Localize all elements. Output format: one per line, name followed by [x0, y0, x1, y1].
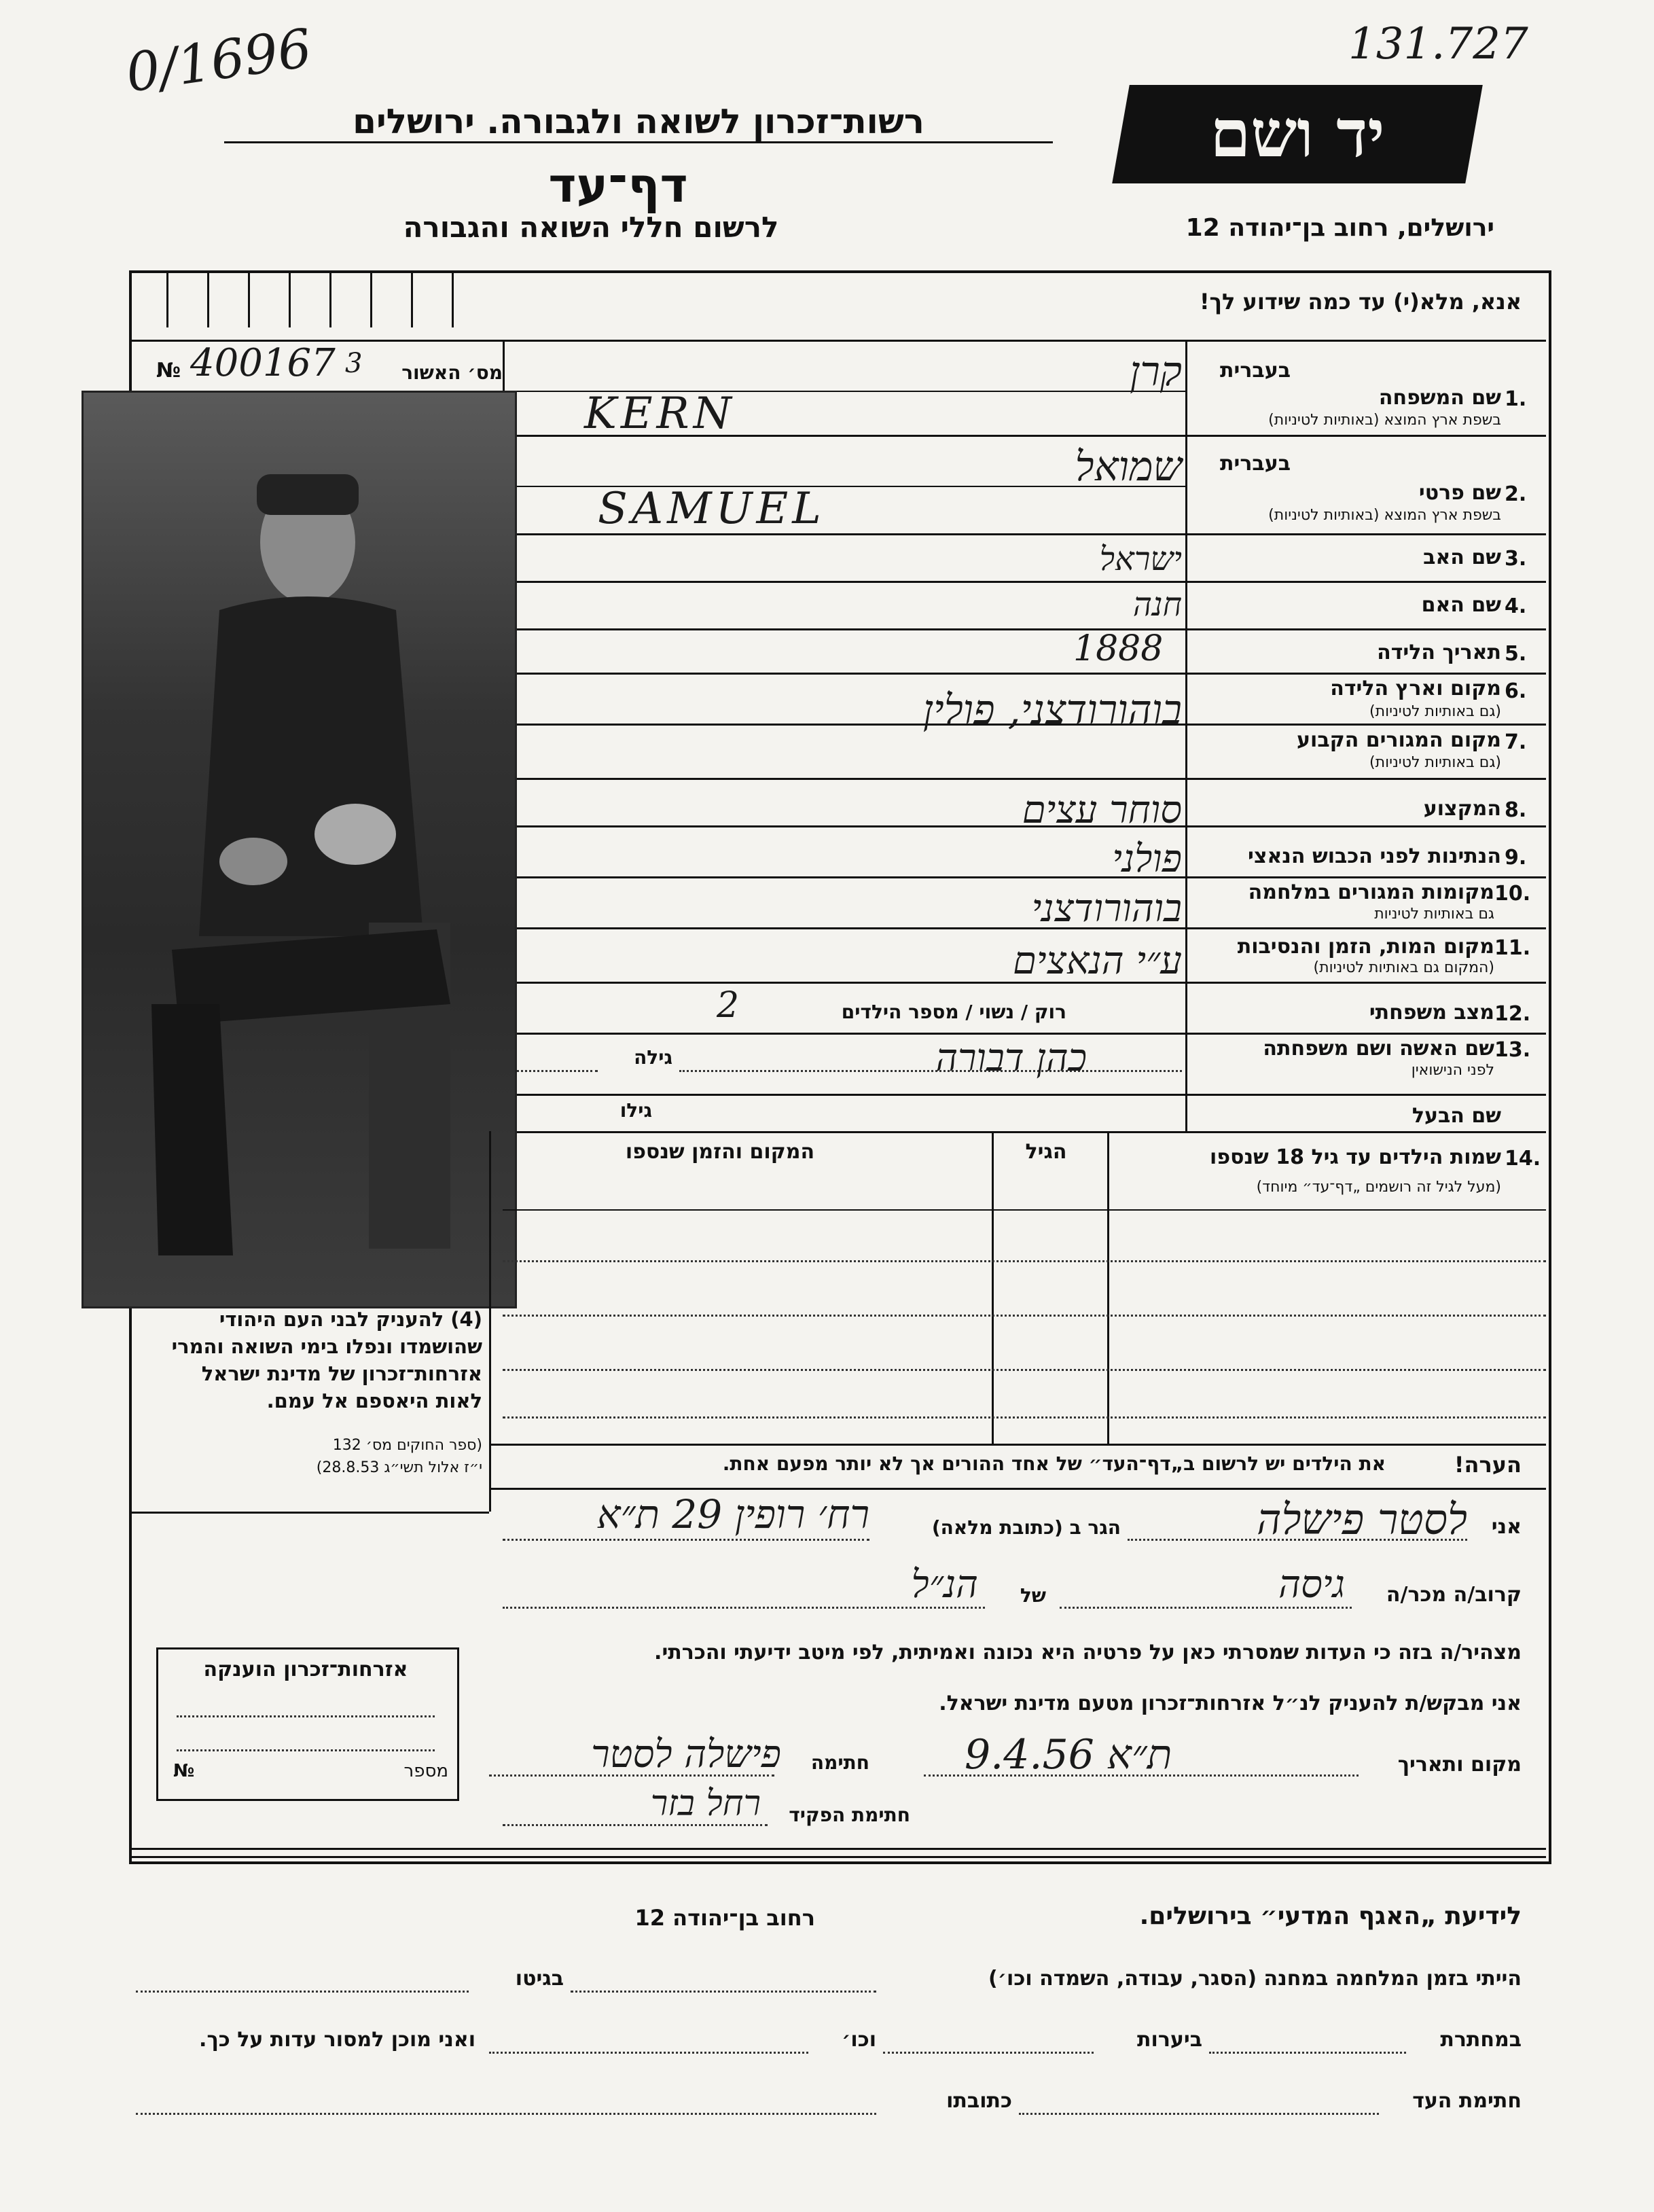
citizenship-no-label: מספר — [403, 1761, 448, 1781]
husband-age-label: גילו — [619, 1099, 652, 1122]
children-place-col: המקום והזמן שנספו — [625, 1140, 815, 1164]
footer-line2-etc: וכו׳ — [842, 2028, 876, 2052]
field-4-num: 4. — [1505, 594, 1527, 618]
yad-vashem-logo-text: יד ושם — [1210, 95, 1385, 172]
portrait-photo — [82, 391, 517, 1308]
field-11-num: 11. — [1494, 936, 1531, 960]
children-label: שמות הילדים עד גיל 18 שנספו — [1210, 1145, 1501, 1169]
official-value: רחל בזר — [650, 1783, 761, 1824]
field-10-num: 10. — [1494, 882, 1531, 906]
field-2-value-he: שמואל — [1075, 443, 1182, 490]
field-10-value: בוהורודצני — [1031, 887, 1182, 931]
footer-title: לידיעת „האגף המדעי״ בירושלים. — [1139, 1902, 1522, 1930]
form-title: דף־עד — [548, 158, 688, 213]
note-text: את הילדים יש לרשום ב„דף־העד״ של אחד ההורים אך לא יותר מפעם אחת. — [722, 1452, 1386, 1475]
children-age-col: הגיל — [1025, 1140, 1067, 1164]
field-5-value: 1888 — [1073, 628, 1164, 669]
footer-line1-ghetto: בגיטו — [515, 1967, 564, 1991]
field-1-num: 1. — [1505, 387, 1527, 411]
field-2-sub: בשפת ארץ המוצא (באותיות לטיניות) — [1268, 507, 1501, 524]
footer-line2-underground: במחתרת — [1440, 2028, 1522, 2052]
field-2-label: שם פרטי — [1418, 481, 1501, 505]
field-1-value-he: קרן — [1130, 348, 1182, 395]
field-11-value: ע״י הנאצים — [1012, 939, 1182, 983]
field-9-num: 9. — [1505, 846, 1527, 870]
marital-options: רוק / נשוי / מספר הילדים — [841, 1001, 1066, 1023]
law-text-3: אזרחות־זכרון של מדינת ישראל — [201, 1362, 482, 1385]
field-4-value: חנה — [1132, 586, 1182, 624]
law-text-4: לאות היאספם אל עמם. — [266, 1389, 482, 1412]
citizenship-box-title: אזרחות־זכרון הוענקה — [203, 1658, 408, 1681]
field-8-num: 8. — [1505, 798, 1527, 822]
field-4-label: שם האם — [1421, 593, 1501, 617]
field-11-label: מקום המות, הזמן והנסיבות — [1237, 935, 1494, 959]
place-date-label: מקום ותאריך — [1397, 1753, 1522, 1777]
approval-no-sign: № — [156, 359, 181, 382]
footer-signature: חתימת העד — [1412, 2089, 1522, 2113]
place-date-value: ת״א 9.4.56 — [965, 1731, 1172, 1779]
field-7-num: 7. — [1505, 730, 1527, 754]
field-12-num: 12. — [1494, 1002, 1531, 1026]
request-text: אני מבקש/ת להעניק לנ״ל אזרחות־זכרון מטעם מדינת ישראל. — [939, 1692, 1522, 1715]
field-6-sub: (גם באותיות לטיניות) — [1369, 703, 1501, 720]
footer-address: רחוב בן־יהודה 12 — [634, 1905, 815, 1931]
field-5-label: תאריך הלידה — [1377, 641, 1501, 664]
authority-name: רשות־זכרון לשואה ולגבורה. ירושלים — [353, 102, 924, 141]
husband-label: שם הבעל — [1412, 1104, 1501, 1128]
field-3-label: שם האב — [1423, 546, 1501, 569]
residing-label: הגר ב (כתובת מלאה) — [931, 1516, 1121, 1539]
field-13-num: 13. — [1494, 1038, 1531, 1062]
field-10-label: מקומות המגורים במלחמה — [1248, 880, 1494, 904]
field-9-label: הנתינות לפני הכבוש הנאצי — [1248, 844, 1501, 868]
field-12-value: 2 — [717, 985, 740, 1026]
field-7-sub: (גם באותיות לטיניות) — [1369, 754, 1501, 771]
field-5-num: 5. — [1505, 642, 1527, 666]
field-6-num: 6. — [1505, 679, 1527, 703]
footer-line2-ready: ואני מוכן למסור עדות על כך. — [199, 2028, 475, 2052]
field-6-value: בוהורודצני, פולין — [922, 686, 1182, 734]
wife-age-label: גילה — [634, 1046, 672, 1069]
field-12-label: מצב משפחתי — [1369, 1001, 1494, 1024]
children-sub: (מעל לגיל זה רושמים „דף־עד״ מיוחד) — [1256, 1179, 1501, 1196]
field-1-value-latin: KERN — [584, 389, 736, 439]
of-value: הנ״ל — [911, 1563, 978, 1607]
children-num: 14. — [1505, 1147, 1541, 1171]
in-hebrew-2: בעברית — [1220, 452, 1291, 476]
law-text-1: (4) להעניק לבני העם היהודי — [219, 1308, 482, 1331]
official-label: חתימת הפקיד — [789, 1804, 910, 1826]
field-3-num: 3. — [1505, 547, 1527, 571]
approval-suffix: 3 — [345, 348, 363, 379]
field-9-value: פולני — [1112, 837, 1182, 881]
field-2-value-latin: SAMUEL — [598, 484, 825, 534]
footer-address-label: כתובתו — [946, 2089, 1012, 2113]
field-13-sub: לפני הנישואין — [1411, 1062, 1494, 1079]
in-hebrew-1: בעברית — [1220, 359, 1291, 382]
field-7-label: מקום המגורים הקבוע — [1297, 728, 1501, 752]
note-label: הערה! — [1454, 1452, 1522, 1478]
declaration-text: מצהיר/ה בזה כי העדות שמסרתי כאן על פרטיה היא נכונה ואמיתית, לפי מיטב ידיעתי והכרתי. — [654, 1641, 1522, 1664]
archive-number: 0/1696 — [122, 18, 316, 105]
footer-line2-forests: ביערות — [1137, 2028, 1202, 2052]
field-13-value: כהן דבורה — [935, 1036, 1087, 1080]
field-1-label: שם המשפחה — [1378, 386, 1501, 410]
field-3-value: ישראל — [1099, 540, 1182, 578]
field-8-label: המקצוע — [1423, 797, 1501, 821]
footer-line1-camp: הייתי בזמן המלחמה במחנה (הסגר, עבודה, השמדה וכו׳) — [988, 1967, 1522, 1991]
address-value: רח׳ רופין 29 ת״א — [596, 1491, 869, 1537]
signature-label: חתימה — [810, 1751, 869, 1774]
form-subtitle: לרשום חללי השואה והגבורה — [403, 211, 779, 244]
field-11-sub: (המקום גם באותיות לטיניות) — [1313, 959, 1494, 976]
approval-value: 400167 — [190, 341, 336, 385]
field-13-label: שם האשה ושם משפחתה — [1263, 1037, 1494, 1060]
of-label: של — [1020, 1584, 1046, 1607]
approval-label: מס׳ האשור — [401, 361, 503, 384]
declarant-value: לסטר פישלה — [1257, 1495, 1467, 1544]
field-8-value: סוחר עצים — [1022, 788, 1182, 832]
law-ref-2: י״ז אלול תשי״ג 28.8.53) — [316, 1459, 482, 1476]
law-text-2: שהושמדו ונפלו בימי השואה והמרי — [171, 1335, 482, 1358]
field-2-num: 2. — [1505, 482, 1527, 506]
field-6-label: מקום וארץ הלידה — [1330, 677, 1501, 700]
citizenship-no-sign: № — [173, 1761, 195, 1781]
relative-label: קרוב/ה מכר/ה — [1386, 1583, 1522, 1607]
law-ref-1: (ספר החוקים מס׳ 132 — [332, 1437, 482, 1454]
item-number: 131.727 — [1348, 19, 1528, 69]
field-1-sub: בשפת ארץ המוצא (באותיות לטיניות) — [1268, 412, 1501, 429]
field-10-sub: גם באותיות לטיניות — [1374, 906, 1494, 923]
form-instruction: אנא, מלא(י) עד כמה שידוע לך! — [1199, 289, 1522, 315]
header-address: ירושלים, רחוב בן־יהודה 12 — [1185, 214, 1494, 242]
signature-value: פישלה לסטר — [591, 1732, 781, 1777]
relation-value: גיסה — [1278, 1563, 1345, 1607]
declarant-label: אני — [1491, 1515, 1522, 1539]
